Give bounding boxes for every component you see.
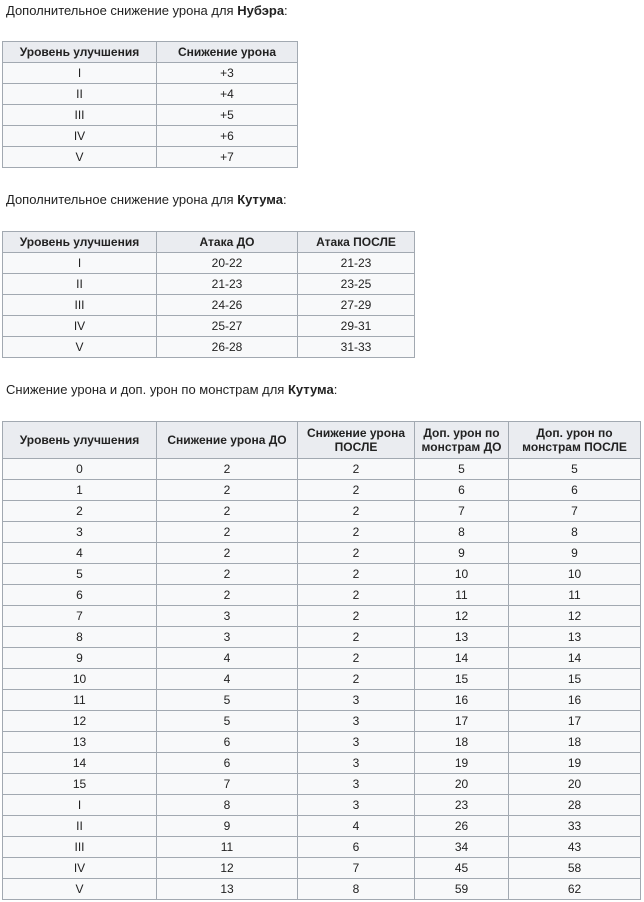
table-header-row — [3, 42, 298, 63]
table-cell: 8 — [3, 627, 157, 648]
table-cell: 2 — [298, 543, 415, 564]
table-cell: 2 — [157, 564, 298, 585]
table-row — [3, 501, 641, 522]
table-cell: +7 — [157, 147, 298, 168]
table-cell: 7 — [298, 858, 415, 879]
table-cell: II — [3, 816, 157, 837]
table-row — [3, 669, 641, 690]
table-row — [3, 126, 298, 147]
table-cell: 10 — [415, 564, 509, 585]
table-cell: 5 — [3, 564, 157, 585]
table-cell: 7 — [3, 606, 157, 627]
table-cell: +3 — [157, 63, 298, 84]
table-row — [3, 105, 298, 126]
table-cell: 6 — [298, 837, 415, 858]
table-cell: IV — [3, 126, 157, 147]
table-cell: 2 — [298, 648, 415, 669]
table-cell: 20 — [415, 774, 509, 795]
caption-text: Дополнительное снижение урона для — [6, 3, 238, 18]
table-cell: 6 — [157, 732, 298, 753]
table-cell: 27-29 — [298, 295, 415, 316]
table-cell: 6 — [415, 480, 509, 501]
table-row — [3, 564, 641, 585]
table-cell: 12 — [3, 711, 157, 732]
table-cell: 21-23 — [298, 253, 415, 274]
table-cell: I — [3, 253, 157, 274]
table-row — [3, 732, 641, 753]
table-cell: 23 — [415, 795, 509, 816]
table-cell: 19 — [415, 753, 509, 774]
table-cell: 23-25 — [298, 274, 415, 295]
table-row — [3, 585, 641, 606]
table-cell: 17 — [509, 711, 641, 732]
table-row — [3, 274, 415, 295]
table-cell: III — [3, 295, 157, 316]
column-header: Уровень улучшения — [3, 232, 157, 253]
column-header: Доп. урон по монстрам ДО — [415, 422, 509, 459]
table-row — [3, 459, 641, 480]
table-cell: +5 — [157, 105, 298, 126]
table-cell: 33 — [509, 816, 641, 837]
column-header: Снижение урона ДО — [157, 422, 298, 459]
table-cell: 26-28 — [157, 337, 298, 358]
table-cell: 11 — [509, 585, 641, 606]
table-cell: 43 — [509, 837, 641, 858]
table-cell: 1 — [3, 480, 157, 501]
section1-caption — [6, 3, 288, 19]
column-header: Снижение урона ПОСЛЕ — [298, 422, 415, 459]
table-cell: 6 — [157, 753, 298, 774]
table-cell: 13 — [157, 879, 298, 900]
table-cell: 26 — [415, 816, 509, 837]
table-cell: 4 — [298, 816, 415, 837]
table-cell: I — [3, 795, 157, 816]
table-cell: 2 — [298, 669, 415, 690]
table-cell: 12 — [415, 606, 509, 627]
table-cell: 9 — [509, 543, 641, 564]
column-header: Уровень улучшения — [3, 42, 157, 63]
table-cell: 25-27 — [157, 316, 298, 337]
table-cell: 8 — [509, 522, 641, 543]
table-cell: 11 — [3, 690, 157, 711]
table-cell: 16 — [509, 690, 641, 711]
table-cell: V — [3, 879, 157, 900]
table-cell: III — [3, 837, 157, 858]
table-row — [3, 606, 641, 627]
table-cell: 2 — [298, 627, 415, 648]
table-cell: 14 — [415, 648, 509, 669]
table-cell: 21-23 — [157, 274, 298, 295]
table-row — [3, 753, 641, 774]
table-cell: 2 — [157, 543, 298, 564]
table-cell: 20 — [509, 774, 641, 795]
table-cell: 11 — [415, 585, 509, 606]
table-row — [3, 543, 641, 564]
table-cell: IV — [3, 316, 157, 337]
table-cell: 5 — [509, 459, 641, 480]
table-cell: 24-26 — [157, 295, 298, 316]
table-cell: 12 — [157, 858, 298, 879]
table-row — [3, 774, 641, 795]
table-cell: 3 — [298, 690, 415, 711]
table-cell: 6 — [3, 585, 157, 606]
table-cell: 5 — [157, 690, 298, 711]
table-row — [3, 253, 415, 274]
table-cell: 10 — [509, 564, 641, 585]
table-cell: 3 — [157, 627, 298, 648]
table-cell: 6 — [509, 480, 641, 501]
table-cell: V — [3, 337, 157, 358]
table-row — [3, 63, 298, 84]
table-cell: 9 — [415, 543, 509, 564]
table-row — [3, 84, 298, 105]
table-cell: 3 — [298, 774, 415, 795]
table-cell: 59 — [415, 879, 509, 900]
table-row — [3, 295, 415, 316]
table-row — [3, 648, 641, 669]
table-cell: 28 — [509, 795, 641, 816]
table-cell: 15 — [509, 669, 641, 690]
table-header-row — [3, 422, 641, 459]
table-header-row — [3, 232, 415, 253]
section2-caption — [6, 192, 287, 208]
kutum-attack-table — [2, 231, 415, 358]
table-cell: 2 — [298, 606, 415, 627]
table-row — [3, 316, 415, 337]
nuber-damage-reduction-table — [2, 41, 298, 168]
table-cell: 19 — [509, 753, 641, 774]
table-cell: 13 — [415, 627, 509, 648]
table-row — [3, 627, 641, 648]
caption-colon: : — [333, 382, 338, 397]
table-cell: 7 — [157, 774, 298, 795]
table-cell: 2 — [298, 480, 415, 501]
table-cell: 11 — [157, 837, 298, 858]
table-cell: 2 — [298, 522, 415, 543]
table-row — [3, 879, 641, 900]
table-cell: +4 — [157, 84, 298, 105]
table-row — [3, 522, 641, 543]
table-cell: 14 — [509, 648, 641, 669]
table-cell: 2 — [157, 501, 298, 522]
table-cell: 62 — [509, 879, 641, 900]
table-cell: 5 — [415, 459, 509, 480]
table-row — [3, 480, 641, 501]
table-cell: 3 — [157, 606, 298, 627]
table-cell: 3 — [298, 795, 415, 816]
table-cell: III — [3, 105, 157, 126]
table-cell: 15 — [415, 669, 509, 690]
table-cell: 15 — [3, 774, 157, 795]
table-cell: 7 — [509, 501, 641, 522]
table-cell: +6 — [157, 126, 298, 147]
table-cell: V — [3, 147, 157, 168]
table-cell: 20-22 — [157, 253, 298, 274]
table-cell: 14 — [3, 753, 157, 774]
table-cell: 12 — [509, 606, 641, 627]
table-row — [3, 337, 415, 358]
column-header: Доп. урон по монстрам ПОСЛЕ — [509, 422, 641, 459]
table-cell: 3 — [298, 732, 415, 753]
character-name: Кутума — [237, 192, 283, 207]
table-cell: 2 — [157, 522, 298, 543]
table-cell: 29-31 — [298, 316, 415, 337]
table-row — [3, 837, 641, 858]
table-cell: 4 — [3, 543, 157, 564]
table-cell: 8 — [415, 522, 509, 543]
table-cell: 13 — [509, 627, 641, 648]
table-cell: II — [3, 274, 157, 295]
table-cell: 2 — [298, 564, 415, 585]
character-name: Кутума — [287, 382, 334, 397]
table-cell: 9 — [3, 648, 157, 669]
table-cell: I — [3, 63, 157, 84]
table-cell: 17 — [415, 711, 509, 732]
column-header: Атака ДО — [157, 232, 298, 253]
table-cell: 2 — [298, 459, 415, 480]
table-cell: 10 — [3, 669, 157, 690]
caption-colon: : — [282, 192, 287, 207]
table-cell: 4 — [157, 669, 298, 690]
table-cell: 3 — [298, 711, 415, 732]
table-cell: 7 — [415, 501, 509, 522]
table-cell: 18 — [415, 732, 509, 753]
table-cell: IV — [3, 858, 157, 879]
section3-caption — [6, 382, 337, 398]
table-cell: 2 — [3, 501, 157, 522]
table-cell: 18 — [509, 732, 641, 753]
table-cell: 2 — [157, 480, 298, 501]
table-cell: 2 — [157, 459, 298, 480]
caption-text: Дополнительное снижение урона для — [6, 192, 238, 207]
table-cell: 16 — [415, 690, 509, 711]
table-row — [3, 711, 641, 732]
table-cell: 45 — [415, 858, 509, 879]
table-cell: 5 — [157, 711, 298, 732]
caption-text: Снижение урона и доп. урон по монстрам для — [6, 382, 288, 397]
table-row — [3, 795, 641, 816]
table-row — [3, 858, 641, 879]
table-row — [3, 816, 641, 837]
table-row — [3, 690, 641, 711]
table-cell: 2 — [157, 585, 298, 606]
table-cell: 9 — [157, 816, 298, 837]
table-cell: 3 — [3, 522, 157, 543]
table-cell: 13 — [3, 732, 157, 753]
table-cell: 58 — [509, 858, 641, 879]
table-cell: 2 — [298, 585, 415, 606]
kutum-reduction-and-monster-damage-table — [2, 421, 641, 900]
caption-colon: : — [284, 3, 288, 18]
table-cell: 31-33 — [298, 337, 415, 358]
table-cell: 3 — [298, 753, 415, 774]
table-cell: 34 — [415, 837, 509, 858]
column-header: Снижение урона — [157, 42, 298, 63]
column-header: Атака ПОСЛЕ — [298, 232, 415, 253]
table-cell: 8 — [157, 795, 298, 816]
column-header: Уровень улучшения — [3, 422, 157, 459]
table-cell: 0 — [3, 459, 157, 480]
character-name: Нубэра — [237, 3, 285, 18]
table-cell: II — [3, 84, 157, 105]
table-row — [3, 147, 298, 168]
table-cell: 8 — [298, 879, 415, 900]
table-cell: 2 — [298, 501, 415, 522]
table-cell: 4 — [157, 648, 298, 669]
